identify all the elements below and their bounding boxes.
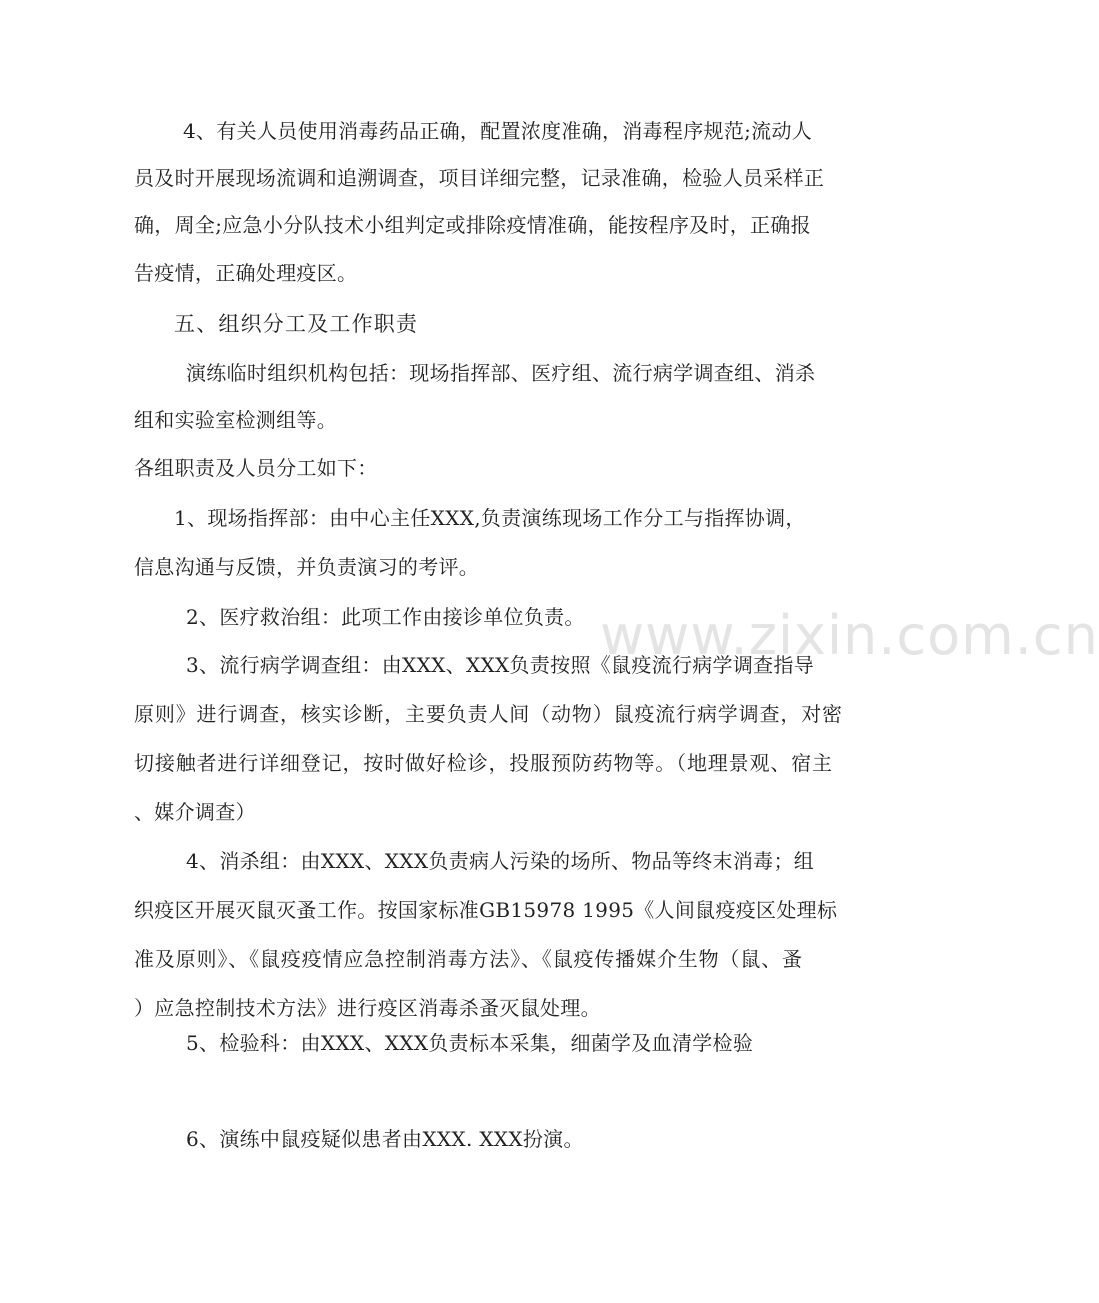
item-1-line-2: 信息沟通与反馈，并负责演习的考评。	[134, 555, 480, 579]
watermark: www.zixin.com.cn	[600, 604, 1099, 667]
item-5-line-1: 5、检验科：由XXX、XXX负责标本采集，细菌学及血清学检验	[186, 1031, 754, 1055]
item-3-line-2: 原则》进行调查，核实诊断，主要负责人间（动物）鼠疫流行病学调查，对密	[134, 702, 843, 726]
para-4-line-4: 告疫情，正确处理疫区。	[134, 261, 358, 285]
item-1-line-1: 1、现场指挥部：由中心主任XXX,负责演练现场工作分工与指挥协调，	[174, 506, 806, 530]
para-4-line-2: 员及时开展现场流调和追溯调查，项目详细完整，记录准确，检验人员采样正	[134, 166, 825, 190]
item-3-line-1: 3、流行病学调查组：由XXX、XXX负责按照《鼠疫流行病学调查指导	[186, 653, 815, 677]
item-4-line-2: 织疫区开展灭鼠灭蚤工作。按国家标准GB15978 1995《人间鼠疫疫区处理标	[134, 898, 838, 922]
intro-line-2: 组和实验室检测组等。	[134, 408, 337, 432]
duties-heading: 各组职责及人员分工如下：	[134, 456, 378, 480]
intro-line-1: 演练临时组织机构包括：现场指挥部、医疗组、流行病学调查组、消杀	[186, 361, 816, 385]
para-4-line-3: 确，周全;应急小分队技术小组判定或排除疫情准确，能按程序及时，正确报	[134, 213, 811, 237]
item-3-line-4: 、媒介调查）	[134, 800, 256, 824]
para-4-line-1: 4、有关人员使用消毒药品正确，配置浓度准确，消毒程序规范;流动人	[183, 119, 813, 143]
item-4-line-1: 4、消杀组：由XXX、XXX负责病人污染的场所、物品等终末消毒；组	[186, 849, 815, 873]
section-heading: 五、组织分工及工作职责	[174, 312, 419, 336]
item-3-line-3: 切接触者进行详细登记，按时做好检诊，投服预防药物等。（地理景观、宿主	[134, 751, 833, 775]
item-4-line-3: 准及原则》、《鼠疫疫情应急控制消毒方法》、《鼠疫传播媒介生物（鼠、蚤	[134, 947, 803, 971]
item-2-line-1: 2、医疗救治组：此项工作由接诊单位负责。	[186, 605, 585, 629]
item-6-line-1: 6、演练中鼠疫疑似患者由XXX. XXX扮演。	[186, 1127, 584, 1151]
item-4-line-4: ）应急控制技术方法》进行疫区消毒杀蚤灭鼠处理。	[134, 996, 601, 1020]
